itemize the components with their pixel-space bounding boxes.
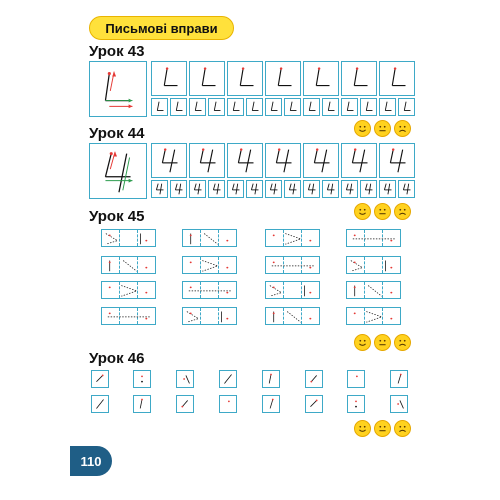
dot-trace-box bbox=[265, 307, 320, 325]
practice-square bbox=[262, 370, 280, 388]
writing-cell-small bbox=[208, 180, 225, 198]
writing-cell-small bbox=[246, 180, 263, 198]
writing-cell-large bbox=[265, 143, 301, 178]
practice-square bbox=[219, 395, 237, 413]
writing-cell-small bbox=[227, 98, 244, 116]
writing-cell-small bbox=[265, 180, 282, 198]
smiley-neutral-icon[interactable] bbox=[374, 334, 391, 351]
practice-square bbox=[176, 395, 194, 413]
dot-trace-box bbox=[265, 281, 320, 299]
dot-trace-box bbox=[101, 229, 156, 247]
writing-cell-small bbox=[170, 180, 187, 198]
practice-square bbox=[133, 370, 151, 388]
section-header-label: Письмові вправи bbox=[105, 20, 218, 36]
writing-cell-large bbox=[379, 61, 415, 96]
lesson-43-rating bbox=[354, 120, 411, 137]
writing-cell-small bbox=[284, 180, 301, 198]
writing-cell-small bbox=[360, 180, 377, 198]
writing-cell-small bbox=[341, 98, 358, 116]
writing-cell-small bbox=[379, 180, 396, 198]
writing-cell-large bbox=[151, 143, 187, 178]
writing-cell-large bbox=[265, 61, 301, 96]
example-cell bbox=[89, 143, 147, 199]
lesson-45-rating bbox=[354, 334, 411, 351]
writing-cell-small bbox=[341, 180, 358, 198]
smiley-happy-icon[interactable] bbox=[354, 120, 371, 137]
lesson-46-title: Урок 46 bbox=[89, 350, 145, 367]
practice-square bbox=[91, 395, 109, 413]
dot-trace-box bbox=[182, 256, 237, 274]
page-number-badge bbox=[70, 446, 112, 476]
lesson-44-rating bbox=[354, 203, 411, 220]
writing-cell-small bbox=[379, 98, 396, 116]
practice-square bbox=[262, 395, 280, 413]
smiley-sad-icon[interactable] bbox=[394, 120, 411, 137]
practice-square bbox=[347, 370, 365, 388]
dot-trace-box bbox=[346, 307, 401, 325]
writing-cell-small bbox=[208, 98, 225, 116]
practice-square bbox=[305, 395, 323, 413]
writing-cell-small bbox=[322, 180, 339, 198]
writing-cell-small bbox=[284, 98, 301, 116]
section-header bbox=[89, 16, 234, 40]
dot-trace-box bbox=[182, 229, 237, 247]
lesson-44-title: Урок 44 bbox=[89, 125, 145, 142]
dot-trace-box bbox=[265, 229, 320, 247]
smiley-happy-icon[interactable] bbox=[354, 203, 371, 220]
smiley-neutral-icon[interactable] bbox=[374, 120, 391, 137]
writing-cell-small bbox=[398, 180, 415, 198]
writing-cell-small bbox=[398, 98, 415, 116]
writing-cell-large bbox=[227, 143, 263, 178]
writing-cell-small bbox=[322, 98, 339, 116]
smiley-sad-icon[interactable] bbox=[394, 420, 411, 437]
dot-trace-box bbox=[346, 256, 401, 274]
writing-cell-small bbox=[246, 98, 263, 116]
practice-square bbox=[133, 395, 151, 413]
writing-cell-large bbox=[151, 61, 187, 96]
smiley-sad-icon[interactable] bbox=[394, 203, 411, 220]
writing-cell-large bbox=[303, 143, 339, 178]
writing-cell-small bbox=[303, 180, 320, 198]
dot-trace-box bbox=[346, 281, 401, 299]
writing-cell-small bbox=[360, 98, 377, 116]
smiley-neutral-icon[interactable] bbox=[374, 420, 391, 437]
writing-cell-large bbox=[341, 61, 377, 96]
writing-cell-large bbox=[189, 61, 225, 96]
dot-trace-box bbox=[101, 281, 156, 299]
practice-square bbox=[91, 370, 109, 388]
practice-square bbox=[347, 395, 365, 413]
smiley-sad-icon[interactable] bbox=[394, 334, 411, 351]
practice-square bbox=[176, 370, 194, 388]
writing-cell-small bbox=[189, 98, 206, 116]
lesson-43-title: Урок 43 bbox=[89, 43, 145, 60]
dot-trace-box bbox=[265, 256, 320, 274]
smiley-happy-icon[interactable] bbox=[354, 420, 371, 437]
writing-cell-small bbox=[151, 98, 168, 116]
writing-cell-large bbox=[341, 143, 377, 178]
smiley-neutral-icon[interactable] bbox=[374, 203, 391, 220]
dot-trace-box bbox=[346, 229, 401, 247]
practice-square bbox=[305, 370, 323, 388]
writing-cell-large bbox=[303, 61, 339, 96]
example-cell bbox=[89, 61, 147, 117]
practice-square bbox=[390, 370, 408, 388]
writing-cell-large bbox=[227, 61, 263, 96]
writing-cell-small bbox=[265, 98, 282, 116]
writing-cell-small bbox=[189, 180, 206, 198]
page-number: 110 bbox=[80, 453, 102, 469]
writing-cell-small bbox=[303, 98, 320, 116]
writing-cell-large bbox=[379, 143, 415, 178]
writing-cell-small bbox=[170, 98, 187, 116]
writing-cell-small bbox=[227, 180, 244, 198]
practice-square bbox=[390, 395, 408, 413]
smiley-happy-icon[interactable] bbox=[354, 334, 371, 351]
dot-trace-box bbox=[182, 307, 237, 325]
practice-square bbox=[219, 370, 237, 388]
dot-trace-box bbox=[101, 256, 156, 274]
dot-trace-box bbox=[182, 281, 237, 299]
writing-cell-large bbox=[189, 143, 225, 178]
dot-trace-box bbox=[101, 307, 156, 325]
writing-cell-small bbox=[151, 180, 168, 198]
lesson-46-rating bbox=[354, 420, 411, 437]
lesson-45-title: Урок 45 bbox=[89, 208, 145, 225]
